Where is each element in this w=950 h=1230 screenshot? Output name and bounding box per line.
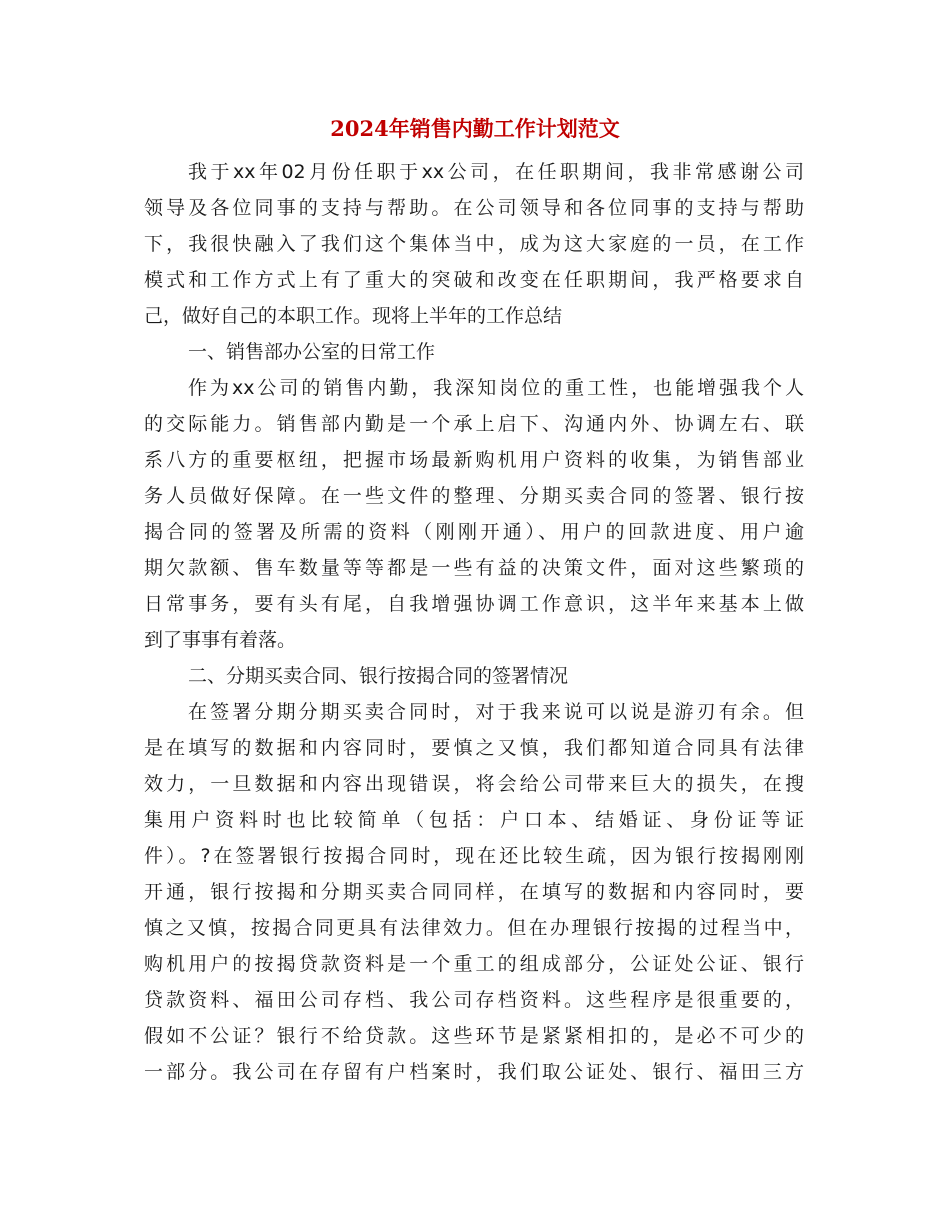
text-line: 到了事事有着落。 bbox=[144, 629, 297, 651]
text-line: 期欠款额、售车数量等等都是一些有益的决策文件，面对这些繁琐的 bbox=[144, 557, 804, 579]
text-line: 我于xx年02月份任职于xx公司，在任职期间，我非常感谢公司 bbox=[188, 161, 804, 183]
text-line: 领导及各位同事的支持与帮助。在公司领导和各位同事的支持与帮助 bbox=[144, 197, 804, 219]
text-line: 一部分。我公司在存留有户档案时，我们取公证处、银行、福田三方 bbox=[144, 1061, 804, 1083]
text-line: 日常事务，要有头有尾，自我增强协调工作意识，这半年来基本上做 bbox=[144, 593, 804, 615]
text-line: 己，做好自己的本职工作。现将上半年的工作总结 bbox=[144, 305, 563, 327]
text-line: 一、销售部办公室的日常工作 bbox=[188, 341, 436, 363]
text-line: 件）。?在签署银行按揭合同时，现在还比较生疏，因为银行按揭刚刚 bbox=[144, 845, 804, 867]
text-line: 下，我很快融入了我们这个集体当中，成为这大家庭的一员，在工作 bbox=[144, 233, 804, 255]
text-line: 是在填写的数据和内容同时，要慎之又慎，我们都知道合同具有法律 bbox=[144, 737, 804, 759]
text-line: 的交际能力。销售部内勤是一个承上启下、沟通内外、协调左右、联 bbox=[144, 413, 804, 435]
text-line: 在签署分期分期买卖合同时，对于我来说可以说是游刃有余。但 bbox=[188, 701, 804, 723]
document-body bbox=[144, 154, 804, 1090]
text-line: 作为xx公司的销售内勤，我深知岗位的重工性，也能增强我个人 bbox=[188, 377, 804, 399]
text-line: 务人员做好保障。在一些文件的整理、分期买卖合同的签署、银行按 bbox=[144, 485, 804, 507]
text-line: 慎之又慎，按揭合同更具有法律效力。但在办理银行按揭的过程当中， bbox=[144, 917, 804, 939]
text-line: 贷款资料、福田公司存档、我公司存档资料。这些程序是很重要的， bbox=[144, 989, 804, 1011]
text-line: 模式和工作方式上有了重大的突破和改变在任职期间，我严格要求自 bbox=[144, 269, 804, 291]
text-line: 系八方的重要枢纽，把握市场最新购机用户资料的收集，为销售部业 bbox=[144, 449, 804, 471]
document-title: 2024年销售内勤工作计划范文 bbox=[330, 116, 620, 141]
text-line: 揭合同的签署及所需的资料（刚刚开通）、用户的回款进度、用户逾 bbox=[144, 521, 804, 543]
text-line: 效力，一旦数据和内容出现错误，将会给公司带来巨大的损失，在搜 bbox=[144, 773, 804, 795]
text-line: 二、分期买卖合同、银行按揭合同的签署情况 bbox=[188, 665, 569, 687]
text-line: 集用户资料时也比较简单（包括：户口本、结婚证、身份证等证 bbox=[144, 809, 804, 831]
text-line: 购机用户的按揭贷款资料是一个重工的组成部分，公证处公证、银行 bbox=[144, 953, 804, 975]
text-line: 开通，银行按揭和分期买卖合同同样，在填写的数据和内容同时，要 bbox=[144, 881, 804, 903]
text-line: 假如不公证？银行不给贷款。这些环节是紧紧相扣的，是必不可少的 bbox=[144, 1025, 804, 1047]
